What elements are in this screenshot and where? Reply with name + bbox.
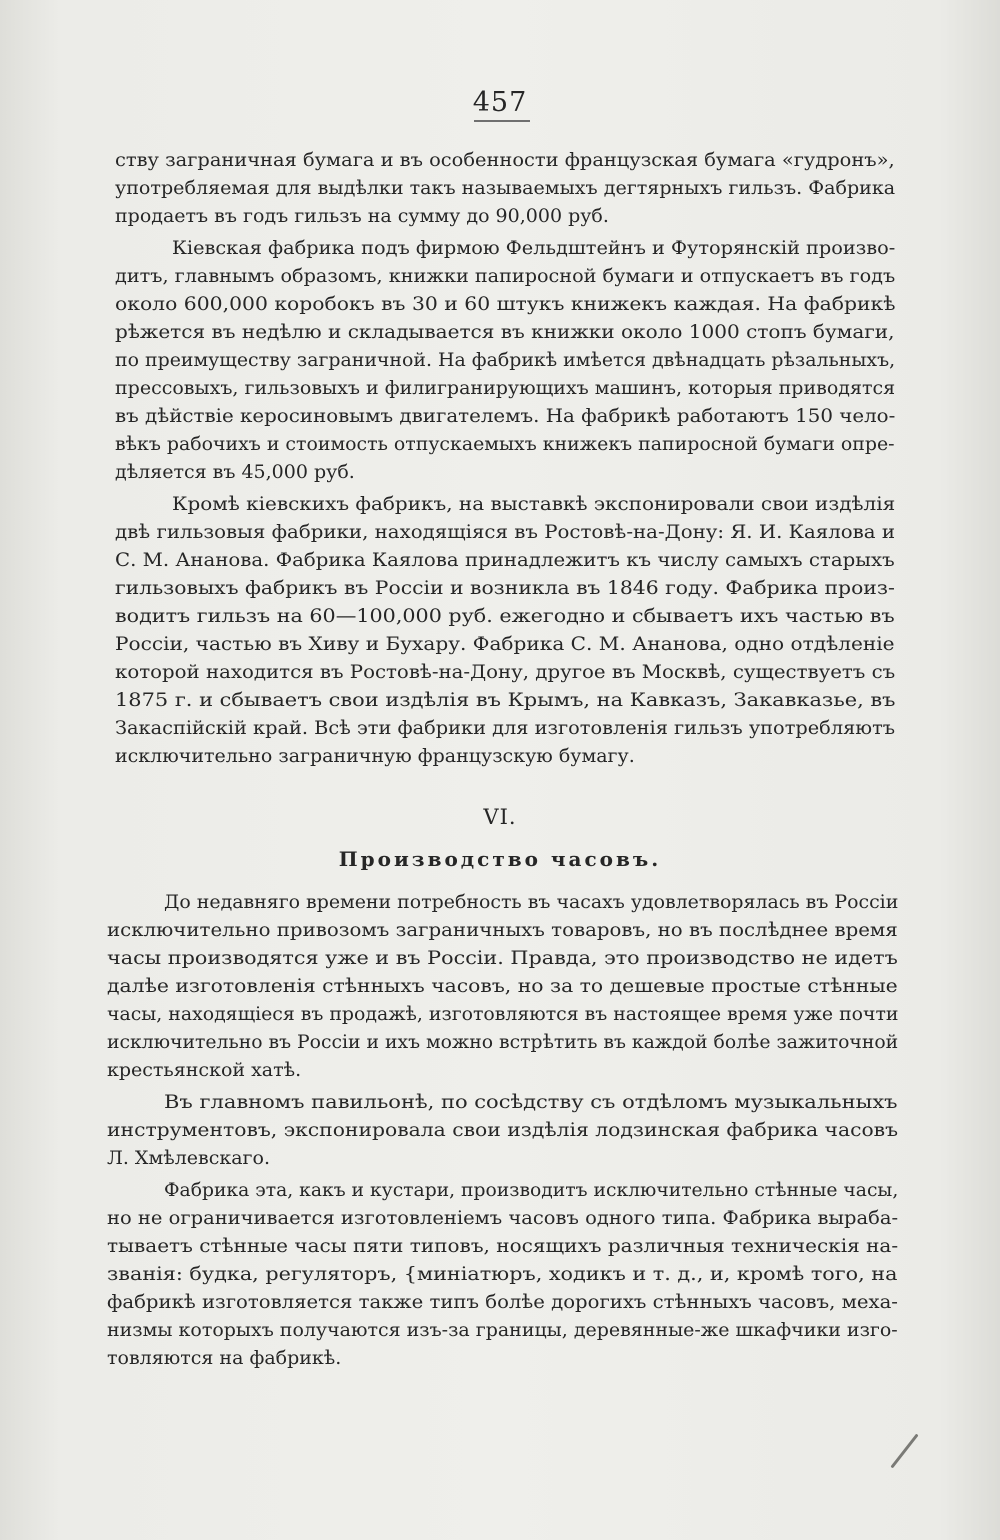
text-line: ству заграничная бумага и въ особенности французская бумага «гудронъ», xyxy=(115,149,895,171)
text-line: Л. Хмѣлевскаго. xyxy=(107,1147,270,1169)
text-line: крестьянской хатѣ. xyxy=(107,1059,302,1081)
text-line: Въ главномъ павильонѣ, по сосѣдству съ отдѣломъ музыкальныхъ xyxy=(164,1091,898,1113)
text-line: исключительно привозомъ заграничныхъ товаровъ, но въ послѣднее время xyxy=(107,919,898,941)
text-line: около 600,000 коробокъ въ 30 и 60 штукъ книжекъ каждая. На фабрикѣ xyxy=(115,293,896,315)
text-line: но не ограничивается изготовленіемъ часовъ одного типа. Фабрика выраба- xyxy=(107,1207,899,1229)
text-line: Фабрика эта, какъ и кустари, производитъ исключительно стѣнные часы, xyxy=(164,1179,899,1201)
text-line: дитъ, главнымъ образомъ, книжки папиросной бумаги и отпускаетъ въ годъ xyxy=(115,265,896,287)
text-line: часы производятся уже и въ Россіи. Правда, это производство не идетъ xyxy=(107,947,898,969)
text-line: вѣкъ рабочихъ и стоимость отпускаемыхъ книжекъ папиросной бумаги опре- xyxy=(115,433,895,455)
text-line: инструментовъ, экспонировала свои издѣлія лодзинская фабрика часовъ xyxy=(107,1119,899,1141)
text-line: рѣжется въ недѣлю и складывается въ книжки около 1000 стопъ бумаги, xyxy=(115,321,895,343)
text-line: въ дѣйствіе керосиновымъ двигателемъ. На фабрикѣ работаютъ 150 чело- xyxy=(115,405,896,427)
text-line: Россіи, частью въ Хиву и Бухару. Фабрика С. М. Ананова, одно отдѣленіе xyxy=(115,633,895,655)
text-line: тываетъ стѣнные часы пяти типовъ, носящихъ различныя техническія на- xyxy=(107,1235,899,1257)
text-line: Закаспійскій край. Всѣ эти фабрики для изготовленія гильзъ употребляютъ xyxy=(115,717,896,739)
text-line: Кромѣ кіевскихъ фабрикъ, на выставкѣ экспонировали свои издѣлія xyxy=(172,493,896,515)
section-number: VI. xyxy=(483,805,517,829)
text-line: двѣ гильзовыя фабрики, находящіяся въ Ростовѣ-на-Дону: Я. И. Каялова и xyxy=(115,521,895,543)
text-line: водитъ гильзъ на 60—100,000 руб. ежегодно и сбываетъ ихъ частью въ xyxy=(115,605,895,627)
page-number: 457 xyxy=(472,87,528,118)
text-line: продаетъ въ годъ гильзъ на сумму до 90,000 руб. xyxy=(115,205,609,227)
section-title: Производство часовъ. xyxy=(338,847,662,871)
text-line: фабрикѣ изготовляется также типъ болѣе дорогихъ стѣнныхъ часовъ, меха- xyxy=(107,1291,898,1313)
text-line: 1875 г. и сбываетъ свои издѣлія въ Крымъ, на Кавказъ, Закавказье, въ xyxy=(115,689,896,711)
text-line: исключительно въ Россіи и ихъ можно встрѣтить въ каждой болѣе зажиточной xyxy=(107,1031,899,1053)
text-line: званія: будка, регуляторъ, {миніатюръ, ходикъ и т. д., и, кромѣ того, на xyxy=(107,1263,898,1285)
text-line: С. М. Ананова. Фабрика Каялова принадлежитъ къ числу самыхъ старыхъ xyxy=(115,549,895,571)
text-line: которой находится въ Ростовѣ-на-Дону, другое въ Москвѣ, существуетъ съ xyxy=(115,661,896,683)
text-line: по преимуществу заграничной. На фабрикѣ имѣется двѣнадцать рѣзальныхъ, xyxy=(115,349,896,371)
text-line: далѣе изготовленія стѣнныхъ часовъ, но за то дешевые простые стѣнные xyxy=(107,975,898,997)
text-line: употребляемая для выдѣлки такъ называемыхъ дегтярныхъ гильзъ. Фабрика xyxy=(115,177,896,199)
text-line: Кіевская фабрика подъ фирмою Фельдштейнъ и Футорянскій произво- xyxy=(172,237,896,259)
text-line: низмы которыхъ получаются изъ-за границы, деревянные-же шкафчики изго- xyxy=(107,1319,898,1341)
text-line: До недавняго времени потребность въ часахъ удовлетворялась въ Россіи xyxy=(164,891,899,913)
text-line: часы, находящіеся въ продажѣ, изготовляются въ настоящее время уже почти xyxy=(107,1003,899,1025)
text-line: товляются на фабрикѣ. xyxy=(107,1347,342,1369)
text-line: прессовыхъ, гильзовыхъ и филигранирующихъ машинъ, которыя приводятся xyxy=(115,377,896,399)
text-line: исключительно заграничную французскую бумагу. xyxy=(115,745,635,767)
text-line: дѣляется въ 45,000 руб. xyxy=(115,461,355,483)
text-line: гильзовыхъ фабрикъ въ Россіи и возникла въ 1846 году. Фабрика произ- xyxy=(115,577,895,599)
